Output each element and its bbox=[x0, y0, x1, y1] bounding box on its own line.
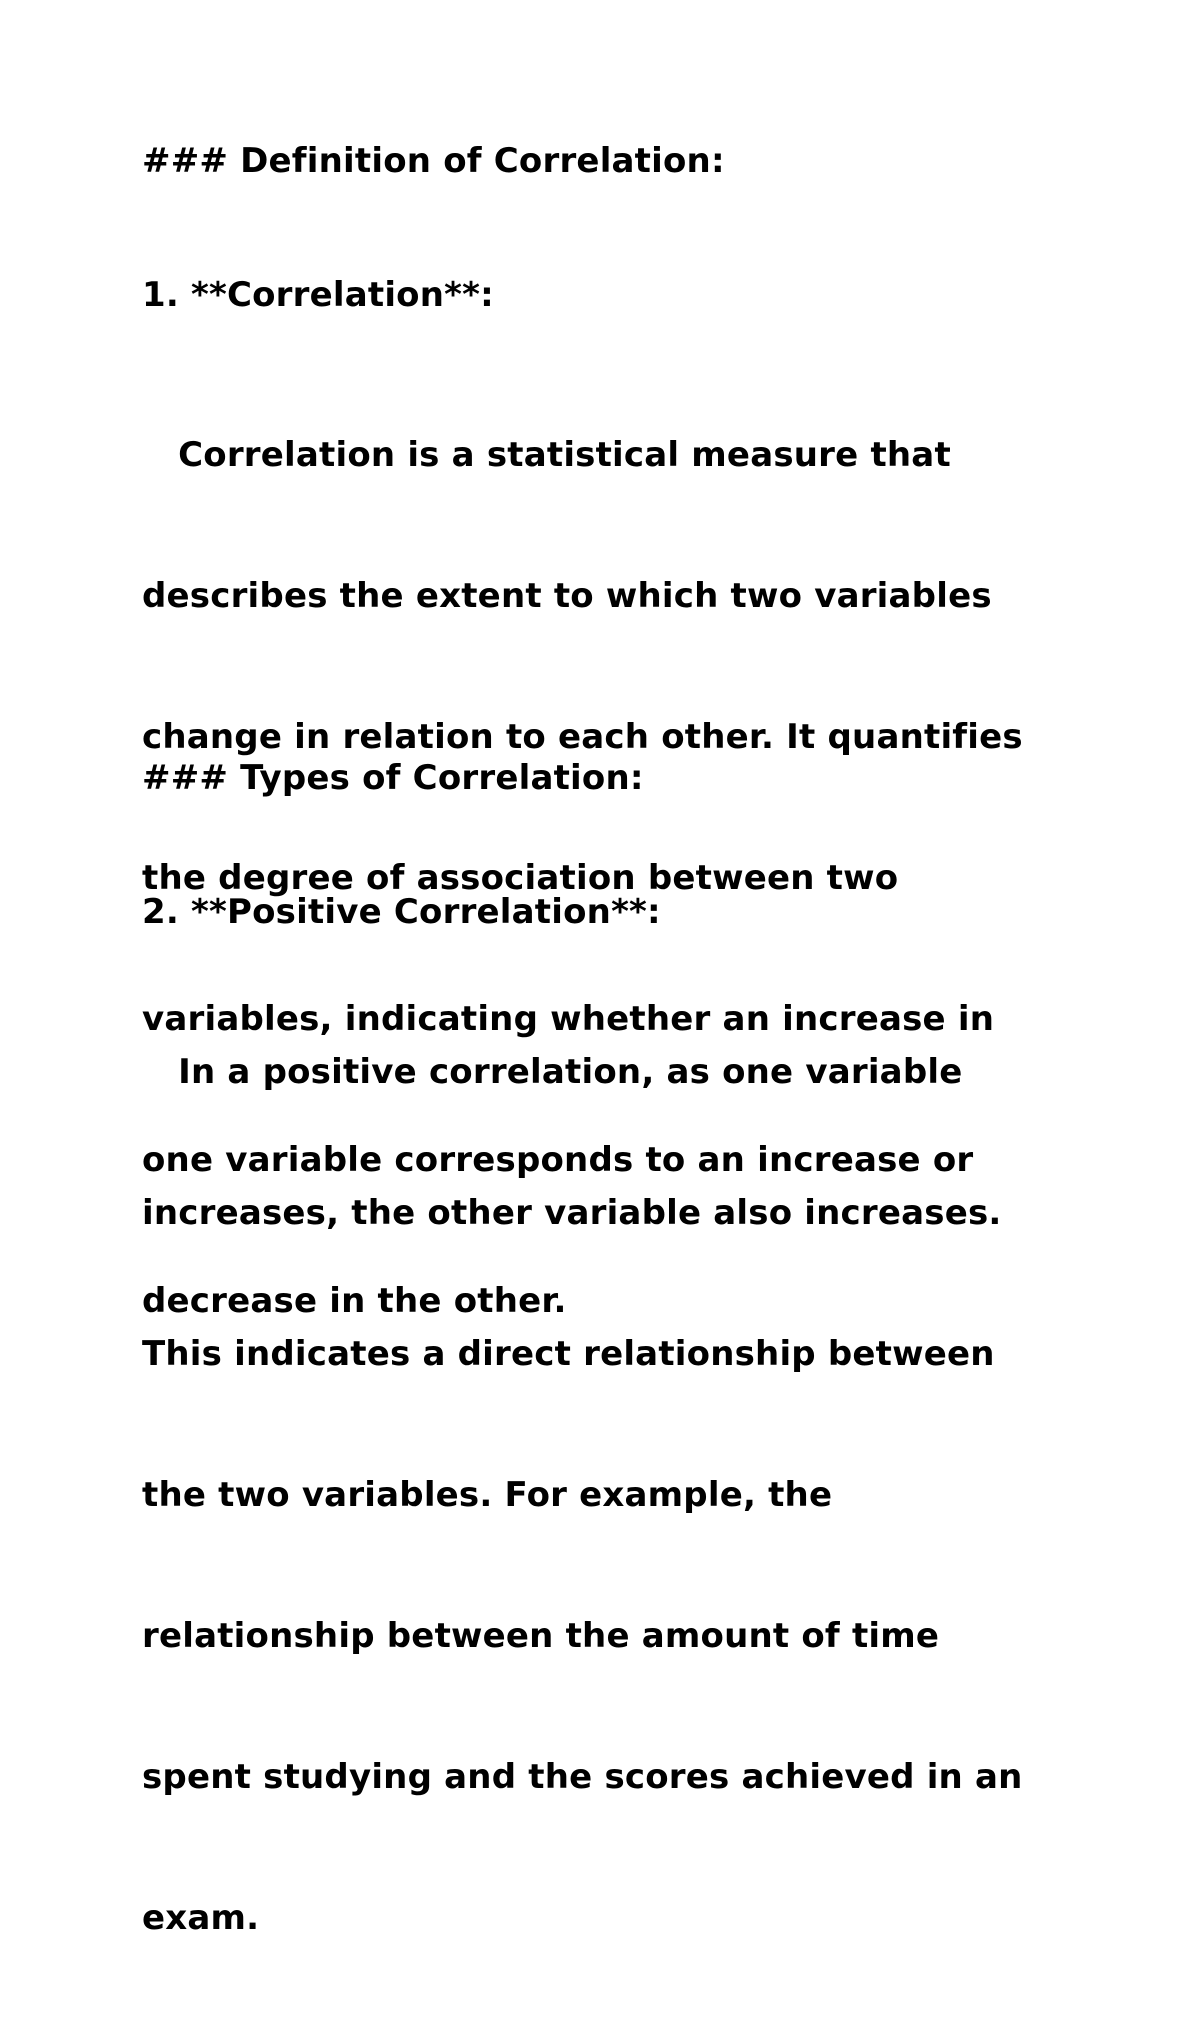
paragraph-positive-correlation bbox=[142, 955, 1023, 2036]
paragraph-line: the degree of association between two bbox=[142, 858, 899, 898]
paragraph-line: variables, indicating whether an increase in bbox=[142, 999, 995, 1039]
item-title-correlation: 1. **Correlation**: bbox=[142, 275, 494, 315]
paragraph-line: relationship between the amount of time bbox=[142, 1616, 940, 1656]
paragraph-line: Correlation is a statistical measure that bbox=[142, 435, 951, 475]
paragraph-line: In a positive correlation, as one variable bbox=[142, 1052, 963, 1092]
section-heading-types: ### Types of Correlation: bbox=[142, 758, 644, 798]
paragraph-line: This indicates a direct relationship between bbox=[142, 1334, 995, 1374]
paragraph-line: one variable corresponds to an increase or bbox=[142, 1140, 974, 1180]
item-title-positive-correlation: 2. **Positive Correlation**: bbox=[142, 892, 661, 932]
paragraph-line: the two variables. For example, the bbox=[142, 1475, 833, 1515]
section-heading-definition: ### Definition of Correlation: bbox=[142, 141, 725, 181]
paragraph-line: spent studying and the scores achieved in an bbox=[142, 1757, 1023, 1797]
paragraph-line: exam. bbox=[142, 1898, 260, 1938]
paragraph-line: decrease in the other. bbox=[142, 1281, 567, 1321]
paragraph-line: change in relation to each other. It quantifies bbox=[142, 717, 1023, 757]
paragraph-line: describes the extent to which two variables bbox=[142, 576, 992, 616]
paragraph-line: increases, the other variable also increases. bbox=[142, 1193, 1002, 1233]
